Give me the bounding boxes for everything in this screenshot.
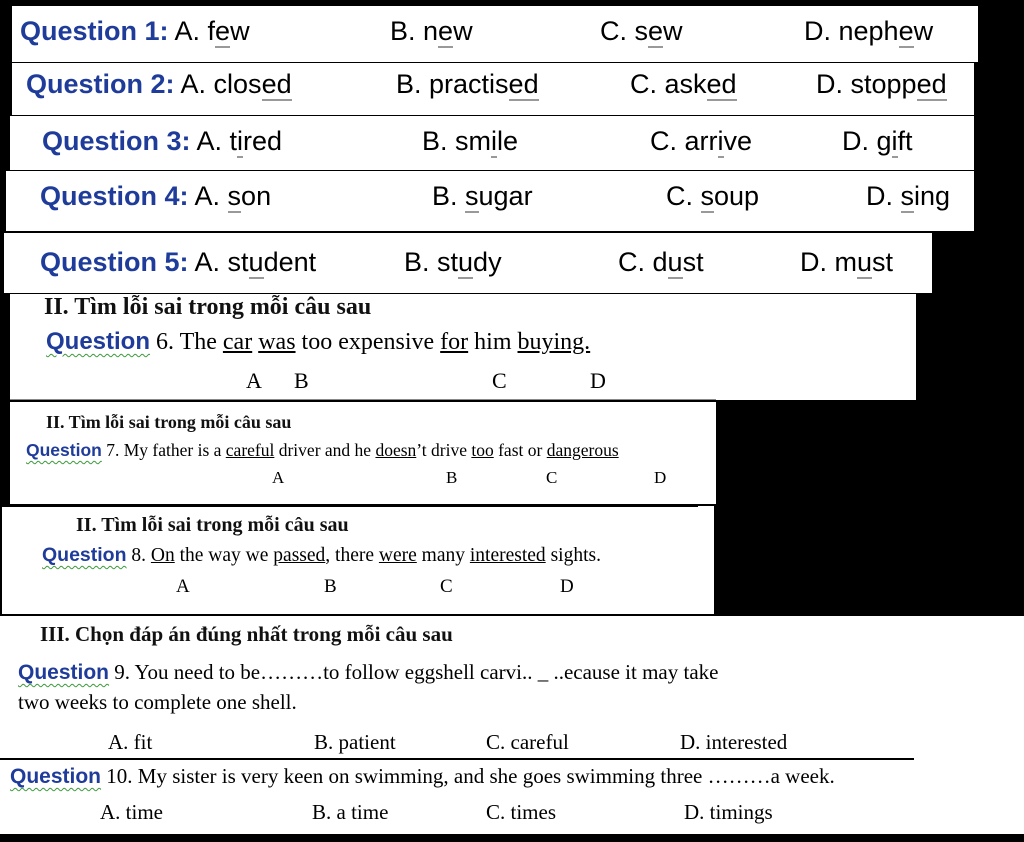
q4-option-d[interactable]: D. sing [866,181,951,211]
q8-letter-d: D [560,576,574,597]
question-8-sentence: Question 8. On the way we passed, there were many interested sights. [42,544,601,566]
question-1-label: Question 1: [20,16,169,46]
q9-option-b[interactable]: B. patient [314,730,396,754]
section-3-heading: III. Chọn đáp án đúng nhất trong mỗi câu sau [40,622,453,646]
q6-word-a[interactable]: car [222,329,253,355]
q7-word-b[interactable]: doesn [375,440,417,460]
q2-option-d[interactable]: D. stopped [816,69,947,99]
q3-option-b[interactable]: B. smile [422,126,519,156]
q1-option-c[interactable]: C. sew [600,16,683,46]
q1-option-d[interactable]: D. nephew [804,16,934,46]
q6-letter-b: B [294,368,309,393]
question-6-label: Question [46,328,151,355]
question-1-row [20,16,250,47]
q7-word-d[interactable]: dangerous [546,440,619,460]
q8-letter-b: B [324,576,337,597]
q2-option-c[interactable]: C. asked [630,69,737,99]
section-2-heading: II. Tìm lỗi sai trong mỗi câu sau [44,294,372,320]
question-10-label: Question [10,765,102,788]
question-6-strip [10,294,916,400]
question-4-row [40,181,271,212]
q9-option-d[interactable]: D. interested [680,730,788,754]
q3-option-d[interactable]: D. gift [842,126,913,156]
question-4-label: Question 4: [40,181,189,211]
divider [10,399,716,400]
question-7-strip [10,402,716,504]
q10-option-b[interactable]: B. a time [312,800,389,824]
q7-word-c[interactable]: too [471,440,494,460]
q3-option-c[interactable]: C. arrive [650,126,753,156]
q1-option-b[interactable]: B. new [390,16,473,46]
q8-word-d[interactable]: interested [469,545,546,566]
q8-word-c[interactable]: were [378,545,417,566]
question-10-sentence: Question 10. My sister is very keen on swimming, and she goes swimming three ………a week. [10,764,835,788]
question-2-label: Question 2: [26,69,175,99]
q2-option-b[interactable]: B. practised [396,69,539,99]
q4-option-b[interactable]: B. sugar [432,181,533,211]
question-10-strip [0,760,1024,834]
question-2-row [26,69,292,100]
q7-letter-d: D [654,468,667,487]
question-7-sentence: Question 7. My father is a careful driver and he doesn’t drive too fast or dangerous [26,440,619,460]
q9-option-a[interactable]: A. fit [108,730,153,754]
question-2-strip [12,63,974,115]
q8-word-b[interactable]: passed [273,545,326,566]
q7-letter-c: C [546,468,558,487]
q5-option-c[interactable]: C. dust [618,247,704,277]
q10-option-c[interactable]: C. times [486,800,557,824]
question-5-label: Question 5: [40,247,189,277]
q6-word-d[interactable]: buying. [517,329,591,355]
q10-option-a[interactable]: A. time [100,800,163,824]
q10-option-d[interactable]: D. timings [684,800,773,824]
divider [2,506,698,507]
question-3-row [42,126,282,157]
question-4-strip [6,171,974,231]
q5-option-a[interactable]: A. student [194,247,317,277]
question-3-strip [10,116,974,170]
question-5-strip [4,233,932,293]
question-7-label: Question [26,440,102,460]
question-9-line-1: Question 9. You need to be………to follow eggshell carvi.. _ ..ecause it may take [18,660,719,684]
q6-letter-d: D [590,368,606,393]
question-7-heading: II. Tìm lỗi sai trong mỗi câu sau [46,412,292,432]
q4-option-a[interactable]: A. son [194,181,272,211]
q6-letter-c: C [492,368,507,393]
q8-letter-a: A [176,576,190,597]
q6-letter-a: A [246,368,262,393]
question-1-strip [12,6,978,62]
q5-option-b[interactable]: B. study [404,247,502,277]
question-3-label: Question 3: [42,126,191,156]
question-8-heading: II. Tìm lỗi sai trong mỗi câu sau [76,514,349,536]
q7-letter-b: B [446,468,458,487]
q6-word-b[interactable]: was [258,329,296,355]
question-6-sentence: Question 6. The car was too expensive for him buying. [46,328,591,355]
q9-option-c[interactable]: C. careful [486,730,569,754]
question-9-line-2: two weeks to complete one shell. [18,690,297,714]
q3-option-a[interactable]: A. tired [196,126,283,156]
q1-option-a[interactable]: A. few [174,16,250,46]
question-5-row [40,247,316,278]
q4-option-c[interactable]: C. soup [666,181,760,211]
question-8-strip [2,506,714,614]
question-9-label: Question [18,661,110,684]
q6-word-c[interactable]: for [440,329,469,355]
q2-option-a[interactable]: A. closed [180,69,292,99]
q5-option-d[interactable]: D. must [800,247,894,277]
q8-word-a[interactable]: On [150,545,175,566]
q8-letter-c: C [440,576,453,597]
q7-letter-a: A [272,468,285,487]
question-9-strip [0,616,1024,760]
question-8-label: Question [42,544,127,566]
q7-word-a[interactable]: careful [225,440,275,460]
